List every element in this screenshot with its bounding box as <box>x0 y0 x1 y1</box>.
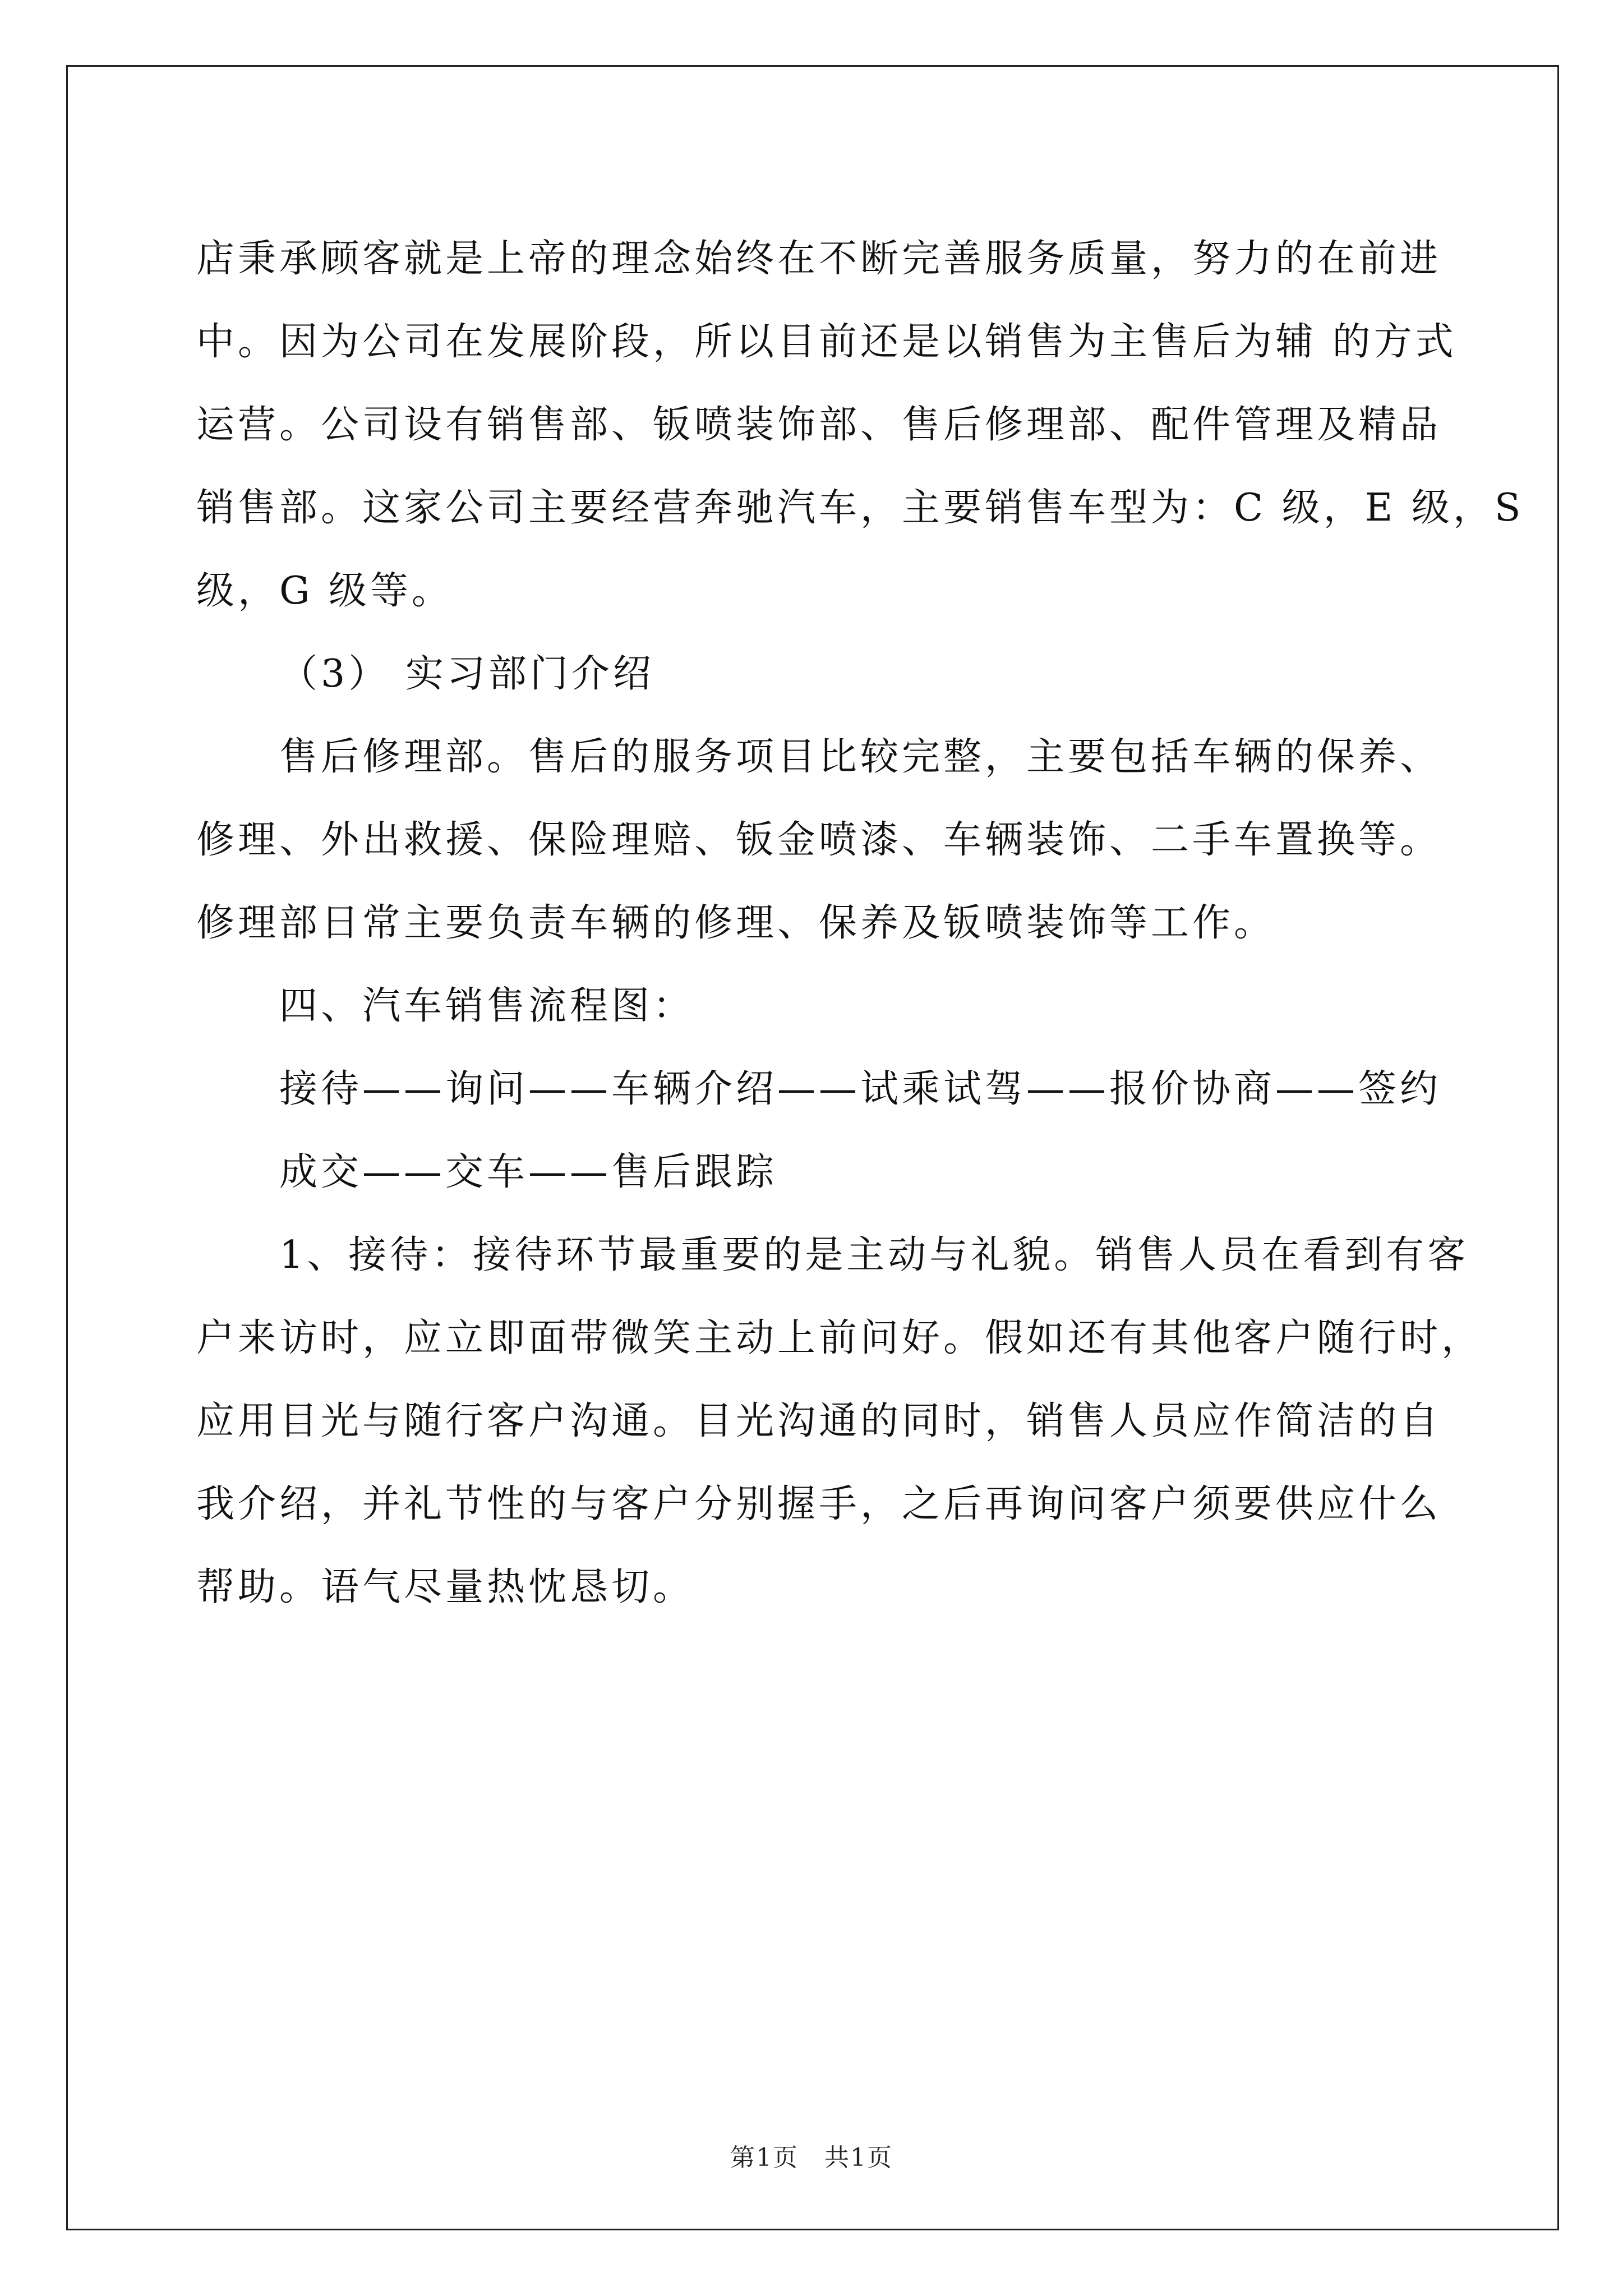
text-line: 修理部日常主要负责车辆的修理、保养及钣喷装饰等工作。 <box>196 901 1276 945</box>
text-line: 我介绍，并礼节性的与客户分别握手，之后再询问客户须要供应什么 <box>196 1482 1442 1526</box>
text-line: 运营。公司设有销售部、钣喷装饰部、售后修理部、配件管理及精品 <box>196 403 1442 447</box>
text-line: 级，G 级等。 <box>196 569 453 613</box>
text-line: 1、接待：接待环节最重要的是主动与礼貌。销售人员在看到有客 <box>279 1233 1469 1277</box>
text-line: 修理、外出救援、保险理赔、钣金喷漆、车辆装饰、二手车置换等。 <box>196 818 1442 862</box>
text-line: 应用目光与随行客户沟通。目光沟通的同时，销售人员应作简洁的自 <box>196 1399 1442 1443</box>
text-line: 接待——询问——车辆介绍——试乘试驾——报价协商——签约 <box>279 1067 1442 1111</box>
text-line: 帮助。语气尽量热忱恳切。 <box>196 1565 695 1609</box>
text-line: 中。因为公司在发展阶段，所以目前还是以销售为主售后为辅 的方式 <box>196 320 1457 364</box>
text-line: 售后修理部。售后的服务项目比较完整，主要包括车辆的保养、 <box>279 735 1442 779</box>
document-body <box>196 218 1524 1629</box>
section-heading: （3） 实习部门介绍 <box>279 652 654 696</box>
page-footer: 第1页 共1页 <box>730 2143 893 2172</box>
text-line: 户来访时，应立即面带微笑主动上前问好。假如还有其他客户随行时， <box>196 1316 1483 1360</box>
text-line: 成交——交车——售后跟踪 <box>279 1150 778 1194</box>
text-line: 销售部。这家公司主要经营奔驰汽车，主要销售车型为：C 级，E 级，S <box>196 486 1524 530</box>
text-line: 店秉承顾客就是上帝的理念始终在不断完善服务质量，努力的在前进 <box>196 237 1442 281</box>
section-heading: 四、汽车销售流程图： <box>279 984 695 1028</box>
